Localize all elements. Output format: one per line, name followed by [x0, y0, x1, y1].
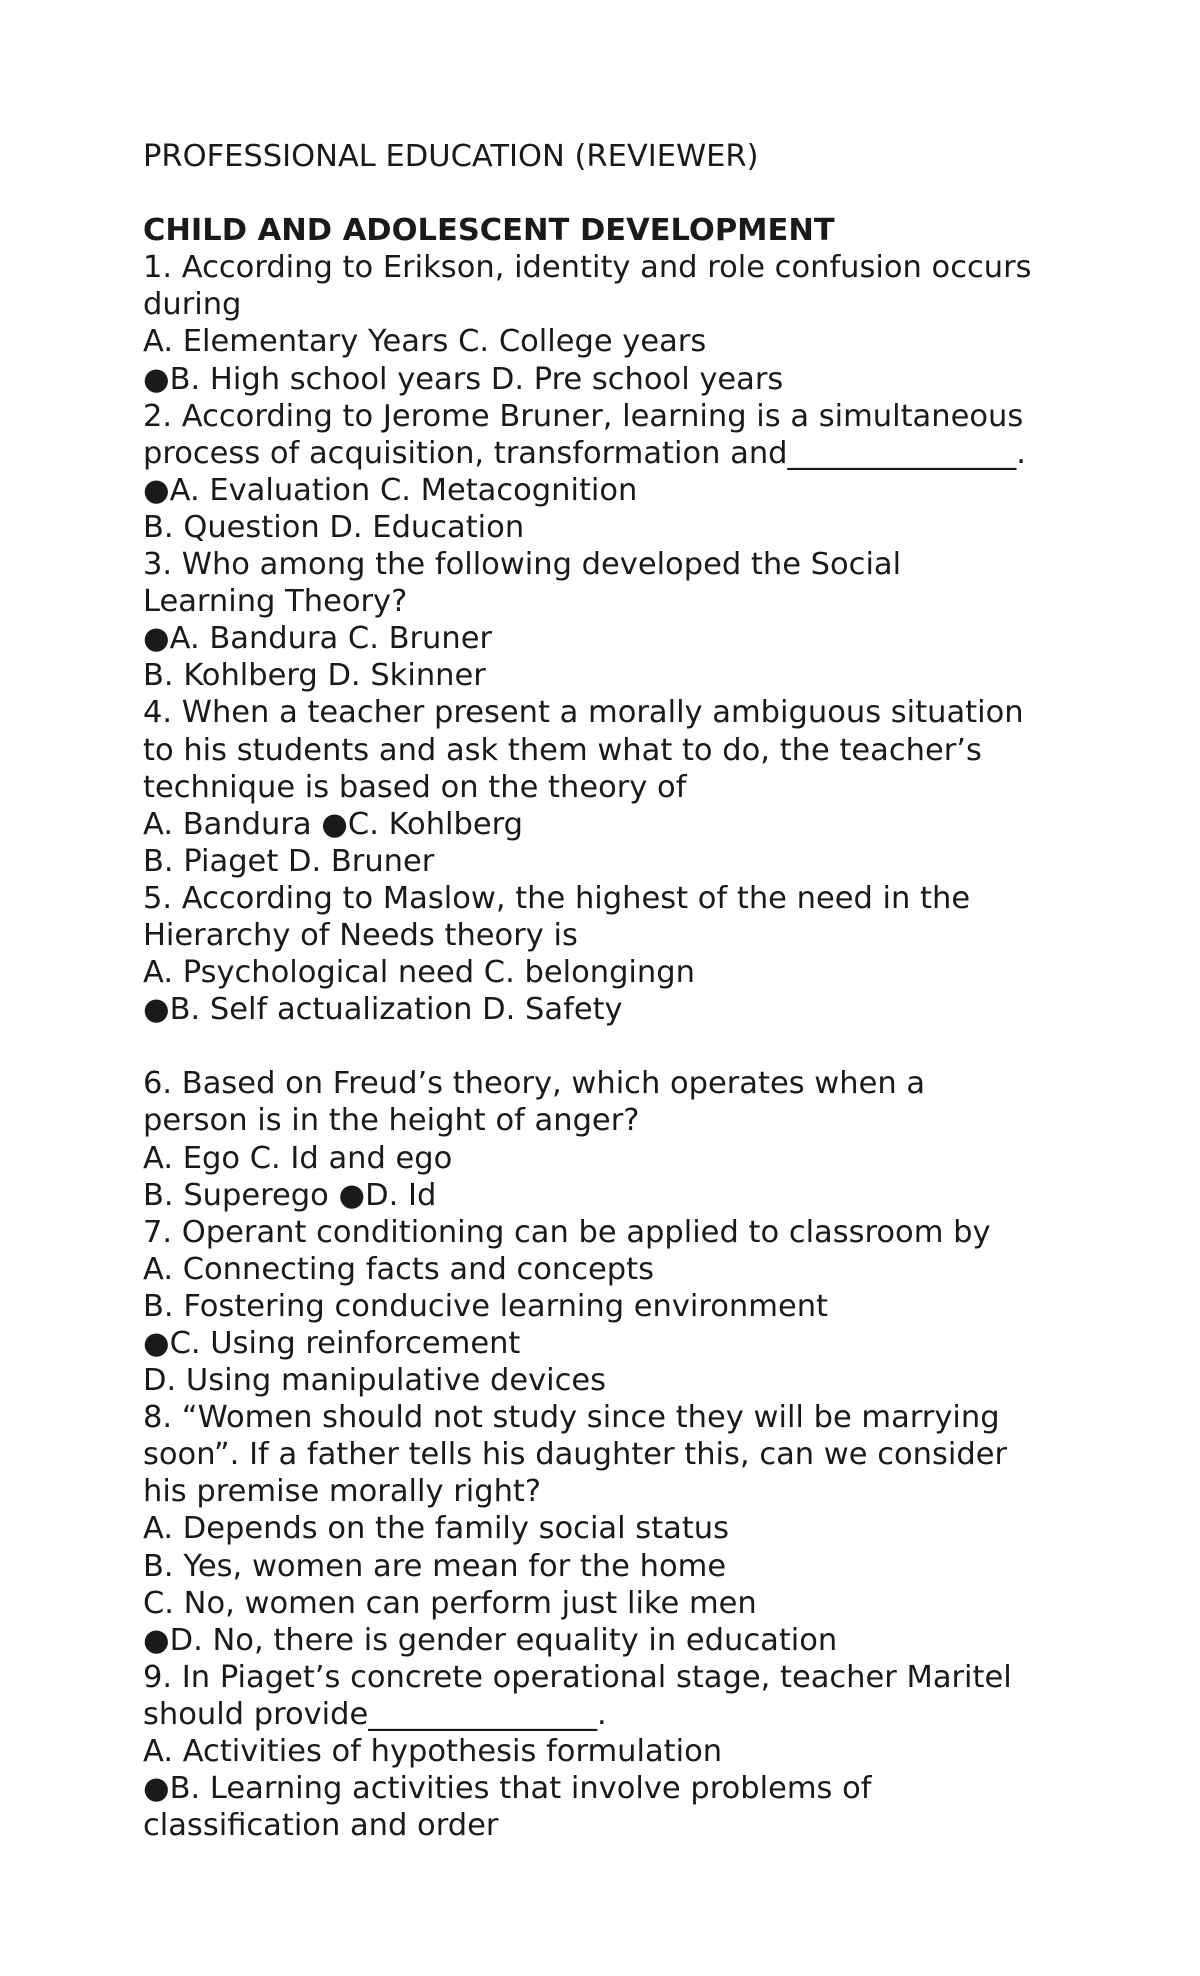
answer-option: B. Fostering conducive learning environment: [143, 1288, 829, 1324]
question-text: to his students and ask them what to do, the teacher’s: [143, 732, 982, 768]
question-7: [143, 1214, 1083, 1399]
question-text: 1. According to Erikson, identity and role confusion occurs: [143, 250, 1032, 286]
question-text: Hierarchy of Needs theory is: [143, 917, 578, 953]
answer-option: ●C. Using reinforcement: [143, 1326, 521, 1361]
answer-option: A. Elementary Years C. College years: [143, 324, 707, 360]
question-text: 7. Operant conditioning can be applied to classroom by: [143, 1214, 991, 1250]
question-text: 8. “Women should not study since they will be marrying: [143, 1400, 1000, 1436]
question-text: person is in the height of anger?: [143, 1103, 640, 1139]
answer-option: classification and order: [143, 1808, 499, 1844]
answer-option: A. Connecting facts and concepts: [143, 1251, 655, 1287]
answer-option: A. Activities of hypothesis formulation: [143, 1734, 723, 1770]
question-text: soon”. If a father tells his daughter this, can we consider: [143, 1437, 1007, 1473]
question-text: 3. Who among the following developed the Social: [143, 547, 902, 583]
question-text: 6. Based on Freud’s theory, which operates when a: [143, 1066, 926, 1102]
answer-option: ●A. Bandura C. Bruner: [143, 621, 493, 657]
question-text: 2. According to Jerome Bruner, learning is a simultaneous: [143, 398, 1024, 434]
question-text: 4. When a teacher present a morally ambiguous situation: [143, 695, 1024, 731]
document-title: PROFESSIONAL EDUCATION (REVIEWER): [143, 139, 759, 174]
answer-option: B. Question D. Education: [143, 509, 525, 545]
spacer: [143, 175, 1083, 212]
answer-option: ●B. High school years D. Pre school years: [143, 361, 784, 397]
answer-option: ●B. Learning activities that involve problems of: [143, 1771, 872, 1807]
question-1: [143, 249, 1083, 397]
answer-option: A. Psychological need C. belongingn: [143, 955, 695, 991]
question-8: [143, 1399, 1083, 1659]
answer-option: A. Depends on the family social status: [143, 1511, 730, 1547]
answer-option: A. Bandura ●C. Kohlberg: [143, 806, 524, 842]
answer-option: B. Piaget D. Bruner: [143, 843, 435, 879]
answer-option: B. Superego ●D. Id: [143, 1177, 437, 1213]
question-text: 9. In Piaget’s concrete operational stage, teacher Maritel: [143, 1659, 1012, 1695]
answer-option: A. Ego C. Id and ego: [143, 1140, 453, 1176]
answer-option: ●A. Evaluation C. Metacognition: [143, 472, 638, 508]
question-9: [143, 1659, 1083, 1844]
answer-option: ●D. No, there is gender equality in education: [143, 1622, 838, 1658]
answer-option: B. Kohlberg D. Skinner: [143, 658, 486, 694]
question-2: [143, 398, 1083, 546]
section-heading: CHILD AND ADOLESCENT DEVELOPMENT: [143, 213, 835, 249]
question-text: his premise morally right?: [143, 1474, 542, 1510]
question-text: technique is based on the theory of: [143, 769, 687, 805]
question-3: [143, 546, 1083, 694]
question-text: should provide_______________.: [143, 1696, 607, 1732]
question-text: 5. According to Maslow, the highest of the need in the: [143, 880, 971, 916]
question-text: Learning Theory?: [143, 584, 408, 620]
answer-option: C. No, women can perform just like men: [143, 1585, 757, 1621]
question-6: [143, 1065, 1083, 1213]
answer-option: ●B. Self actualization D. Safety: [143, 992, 623, 1028]
question-text: during: [143, 287, 242, 323]
question-text: process of acquisition, transformation and_______________.: [143, 435, 1026, 471]
question-4: [143, 694, 1083, 879]
document-page: [143, 138, 1083, 1844]
answer-option: B. Yes, women are mean for the home: [143, 1548, 727, 1584]
answer-option: D. Using manipulative devices: [143, 1363, 607, 1399]
spacer: [143, 1028, 1083, 1065]
question-5: [143, 880, 1083, 1028]
